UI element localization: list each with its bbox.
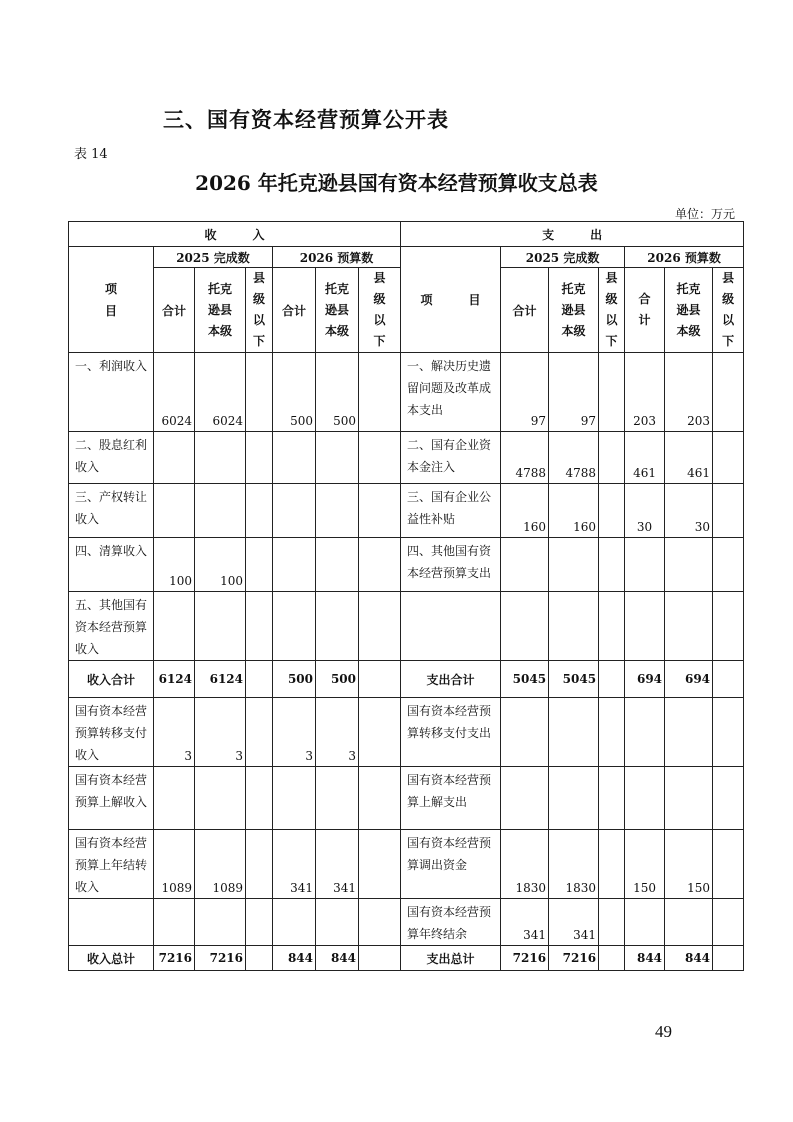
col-county-self: 托克 逊县 本级 <box>665 268 713 353</box>
expense-value-cell <box>599 830 625 899</box>
expense-value-cell <box>599 592 625 661</box>
income-value-cell <box>273 767 316 830</box>
expense-value-cell <box>713 538 744 592</box>
expense-value-cell: 30 <box>665 484 713 538</box>
expense-value-cell <box>713 899 744 946</box>
expense-value-cell <box>625 899 665 946</box>
income-value-cell <box>246 538 273 592</box>
income-value-cell: 7216 <box>154 946 195 971</box>
col-county-below: 县 级 以 下 <box>246 268 273 353</box>
income-item-label: 国有资本经营预算上年结转收入 <box>69 830 154 899</box>
income-2025-header: 2025 完成数 <box>154 247 273 268</box>
expense-item-label: 二、国有企业资本金注入 <box>401 432 501 484</box>
item-header-right: 项 目 <box>401 247 501 353</box>
expense-value-cell <box>599 353 625 432</box>
income-value-cell <box>316 899 359 946</box>
income-value-cell <box>195 432 246 484</box>
expense-value-cell: 203 <box>625 353 665 432</box>
expense-value-cell <box>599 432 625 484</box>
income-item-label: 四、清算收入 <box>69 538 154 592</box>
income-value-cell: 6024 <box>154 353 195 432</box>
table-number: 表 14 <box>74 147 108 162</box>
expense-value-cell <box>713 946 744 971</box>
income-value-cell <box>246 698 273 767</box>
income-value-cell: 1089 <box>154 830 195 899</box>
expense-2026-header: 2026 预算数 <box>625 247 744 268</box>
col-county-self: 托克 逊县 本级 <box>549 268 599 353</box>
income-value-cell <box>359 432 401 484</box>
expense-value-cell: 30 <box>625 484 665 538</box>
income-value-cell <box>246 767 273 830</box>
section-title: 三、国有资本经营预算公开表 <box>163 107 449 132</box>
income-value-cell: 3 <box>195 698 246 767</box>
income-value-cell <box>359 661 401 698</box>
income-value-cell <box>359 946 401 971</box>
income-value-cell: 1089 <box>195 830 246 899</box>
expense-item-label: 支出合计 <box>401 661 501 698</box>
expense-item-label: 支出总计 <box>401 946 501 971</box>
expense-value-cell <box>713 592 744 661</box>
income-value-cell <box>273 432 316 484</box>
expense-item-label: 一、解决历史遗留问题及改革成本支出 <box>401 353 501 432</box>
income-value-cell <box>316 538 359 592</box>
income-value-cell <box>195 899 246 946</box>
income-value-cell: 6124 <box>154 661 195 698</box>
header-row-2 <box>69 247 744 268</box>
income-value-cell <box>154 592 195 661</box>
expense-item-label <box>401 592 501 661</box>
income-value-cell <box>359 538 401 592</box>
income-value-cell <box>316 432 359 484</box>
income-value-cell <box>273 538 316 592</box>
table-row <box>69 592 744 661</box>
income-value-cell: 3 <box>273 698 316 767</box>
income-value-cell <box>359 698 401 767</box>
expense-value-cell <box>549 698 599 767</box>
income-value-cell <box>246 661 273 698</box>
income-item-label: 国有资本经营预算上解收入 <box>69 767 154 830</box>
income-value-cell <box>195 484 246 538</box>
expense-value-cell <box>625 767 665 830</box>
income-value-cell <box>246 432 273 484</box>
expense-value-cell <box>549 538 599 592</box>
income-value-cell <box>359 830 401 899</box>
income-value-cell: 7216 <box>195 946 246 971</box>
header-row-1 <box>69 222 744 247</box>
expense-value-cell: 844 <box>665 946 713 971</box>
expense-value-cell: 203 <box>665 353 713 432</box>
expense-value-cell <box>713 698 744 767</box>
income-value-cell <box>246 946 273 971</box>
income-value-cell: 341 <box>316 830 359 899</box>
expense-header: 支 出 <box>401 222 744 247</box>
income-value-cell <box>359 767 401 830</box>
expense-2025-header: 2025 完成数 <box>501 247 625 268</box>
expense-value-cell: 150 <box>625 830 665 899</box>
expense-value-cell: 5045 <box>501 661 549 698</box>
expense-value-cell: 160 <box>501 484 549 538</box>
table-row <box>69 830 744 899</box>
col-total: 合计 <box>154 268 195 353</box>
expense-value-cell: 844 <box>625 946 665 971</box>
col-county-below: 县 级 以 下 <box>599 268 625 353</box>
expense-value-cell <box>549 767 599 830</box>
expense-value-cell <box>625 698 665 767</box>
income-value-cell: 500 <box>316 353 359 432</box>
table-row <box>69 698 744 767</box>
income-value-cell <box>359 484 401 538</box>
expense-item-label: 国有资本经营预算年终结余 <box>401 899 501 946</box>
expense-value-cell <box>599 698 625 767</box>
expense-value-cell: 694 <box>625 661 665 698</box>
income-value-cell <box>246 353 273 432</box>
expense-value-cell: 7216 <box>501 946 549 971</box>
expense-value-cell <box>665 698 713 767</box>
col-total: 合计 <box>273 268 316 353</box>
income-item-label: 国有资本经营预算转移支付收入 <box>69 698 154 767</box>
subtotal-row <box>69 661 744 698</box>
expense-value-cell: 694 <box>665 661 713 698</box>
expense-value-cell <box>599 661 625 698</box>
expense-value-cell: 97 <box>549 353 599 432</box>
expense-value-cell <box>713 432 744 484</box>
expense-value-cell <box>501 592 549 661</box>
expense-value-cell <box>713 830 744 899</box>
income-2026-header: 2026 预算数 <box>273 247 401 268</box>
expense-value-cell <box>713 484 744 538</box>
income-value-cell <box>273 899 316 946</box>
expense-value-cell <box>549 592 599 661</box>
expense-value-cell: 461 <box>665 432 713 484</box>
table-row <box>69 353 744 432</box>
income-header: 收 入 <box>69 222 401 247</box>
income-value-cell: 500 <box>273 661 316 698</box>
income-item-label: 五、其他国有资本经营预算收入 <box>69 592 154 661</box>
expense-value-cell <box>599 946 625 971</box>
expense-value-cell: 341 <box>549 899 599 946</box>
income-value-cell: 3 <box>316 698 359 767</box>
table-row <box>69 432 744 484</box>
col-county-self: 托克 逊县 本级 <box>316 268 359 353</box>
expense-value-cell <box>665 592 713 661</box>
table-row <box>69 767 744 830</box>
income-value-cell <box>154 484 195 538</box>
col-county-below: 县 级 以 下 <box>713 268 744 353</box>
income-value-cell <box>246 830 273 899</box>
expense-value-cell <box>713 353 744 432</box>
income-value-cell: 3 <box>154 698 195 767</box>
col-county-self: 托克 逊县 本级 <box>195 268 246 353</box>
expense-value-cell: 4788 <box>501 432 549 484</box>
income-value-cell: 100 <box>154 538 195 592</box>
income-item-label: 一、利润收入 <box>69 353 154 432</box>
expense-value-cell <box>599 899 625 946</box>
expense-value-cell <box>599 538 625 592</box>
col-total: 合 计 <box>625 268 665 353</box>
income-value-cell: 6124 <box>195 661 246 698</box>
expense-value-cell <box>501 698 549 767</box>
income-value-cell <box>195 592 246 661</box>
expense-value-cell <box>665 899 713 946</box>
expense-value-cell: 4788 <box>549 432 599 484</box>
page-title: 2026 年托克逊县国有资本经营预算收支总表 <box>195 171 598 195</box>
expense-value-cell <box>625 538 665 592</box>
table-row <box>69 899 744 946</box>
income-item-label: 收入合计 <box>69 661 154 698</box>
expense-value-cell <box>599 484 625 538</box>
income-item-label: 二、股息红利收入 <box>69 432 154 484</box>
expense-value-cell <box>665 767 713 830</box>
budget-table <box>68 221 744 971</box>
income-value-cell <box>359 353 401 432</box>
table-row <box>69 538 744 592</box>
income-value-cell <box>359 899 401 946</box>
income-value-cell <box>273 484 316 538</box>
expense-value-cell <box>713 661 744 698</box>
expense-item-label: 四、其他国有资本经营预算支出 <box>401 538 501 592</box>
income-value-cell <box>316 592 359 661</box>
page-number: 49 <box>655 1022 672 1041</box>
table-row <box>69 484 744 538</box>
expense-item-label: 国有资本经营预算上解支出 <box>401 767 501 830</box>
income-value-cell <box>316 767 359 830</box>
expense-value-cell: 5045 <box>549 661 599 698</box>
expense-value-cell <box>599 767 625 830</box>
income-value-cell <box>246 484 273 538</box>
expense-value-cell: 461 <box>625 432 665 484</box>
income-value-cell <box>195 767 246 830</box>
expense-value-cell <box>501 538 549 592</box>
income-value-cell <box>246 592 273 661</box>
income-value-cell <box>154 767 195 830</box>
income-value-cell <box>359 592 401 661</box>
expense-item-label: 三、国有企业公益性补贴 <box>401 484 501 538</box>
expense-value-cell: 1830 <box>501 830 549 899</box>
income-item-label <box>69 899 154 946</box>
expense-value-cell: 341 <box>501 899 549 946</box>
income-value-cell <box>316 484 359 538</box>
item-header: 项 目 <box>69 247 154 353</box>
expense-value-cell: 160 <box>549 484 599 538</box>
expense-value-cell <box>713 767 744 830</box>
income-value-cell <box>246 899 273 946</box>
expense-value-cell: 7216 <box>549 946 599 971</box>
income-value-cell: 844 <box>273 946 316 971</box>
income-value-cell: 844 <box>316 946 359 971</box>
expense-item-label: 国有资本经营预算调出资金 <box>401 830 501 899</box>
expense-item-label: 国有资本经营预算转移支付支出 <box>401 698 501 767</box>
income-value-cell: 6024 <box>195 353 246 432</box>
col-total: 合计 <box>501 268 549 353</box>
income-value-cell <box>154 432 195 484</box>
expense-value-cell <box>665 538 713 592</box>
expense-value-cell <box>625 592 665 661</box>
income-value-cell <box>154 899 195 946</box>
expense-value-cell: 97 <box>501 353 549 432</box>
income-value-cell: 500 <box>273 353 316 432</box>
income-value-cell <box>273 592 316 661</box>
income-value-cell: 341 <box>273 830 316 899</box>
income-item-label: 收入总计 <box>69 946 154 971</box>
grand-total-row <box>69 946 744 971</box>
expense-value-cell <box>501 767 549 830</box>
income-item-label: 三、产权转让收入 <box>69 484 154 538</box>
income-value-cell: 500 <box>316 661 359 698</box>
expense-value-cell: 1830 <box>549 830 599 899</box>
col-county-below: 县 级 以 下 <box>359 268 401 353</box>
expense-value-cell: 150 <box>665 830 713 899</box>
income-value-cell: 100 <box>195 538 246 592</box>
unit-label: 单位：万元 <box>674 207 735 221</box>
